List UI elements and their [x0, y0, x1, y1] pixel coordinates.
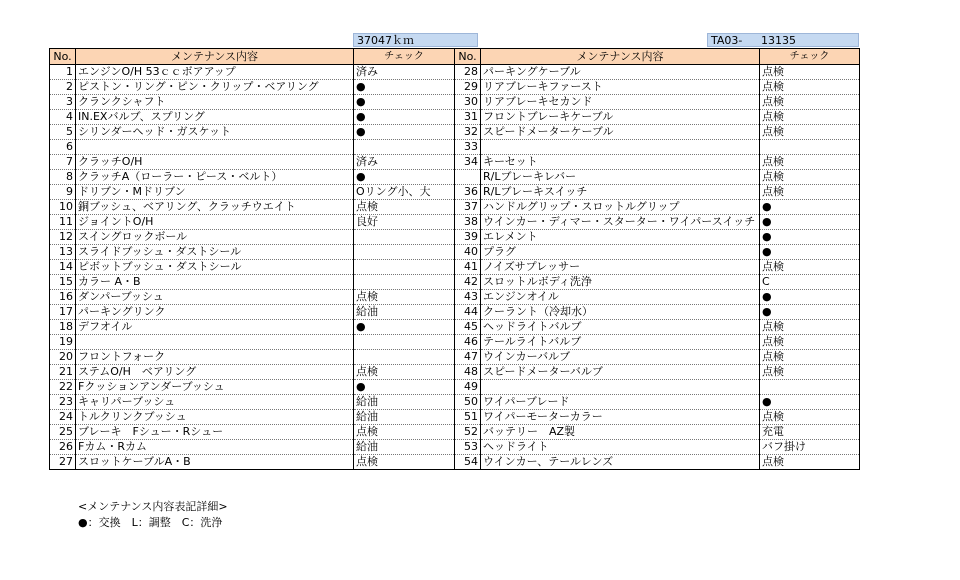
row-item-left: Fカム・Rカム: [76, 440, 354, 455]
row-check-left: [354, 275, 455, 290]
row-no-right: [455, 170, 481, 185]
row-check-right: ●: [760, 305, 860, 320]
row-check-right: 点検: [760, 185, 860, 200]
row-no-right: 39: [455, 230, 481, 245]
table-row: [50, 365, 860, 380]
table-row: [50, 320, 860, 335]
row-check-right: 充電: [760, 425, 860, 440]
row-check-left: 点検: [354, 200, 455, 215]
row-item-left: クラッチO/H: [76, 155, 354, 170]
row-no-right: 28: [455, 65, 481, 80]
row-item-right: R/Lブレーキスイッチ: [481, 185, 760, 200]
row-item-left: ピボットブッシュ・ダストシール: [76, 260, 354, 275]
row-check-right: ●: [760, 230, 860, 245]
row-check-left: [354, 335, 455, 350]
row-item-right: ウインカー、テールレンズ: [481, 455, 760, 470]
table-row: [50, 125, 860, 140]
row-item-left: エンジンO/H 53ｃｃボアアップ: [76, 65, 354, 80]
row-check-right: 点検: [760, 455, 860, 470]
row-item-right: スピードメーターケーブル: [481, 125, 760, 140]
row-no-left: 25: [50, 425, 76, 440]
row-item-right: ハンドルグリップ・スロットルグリップ: [481, 200, 760, 215]
row-check-left: ●: [354, 95, 455, 110]
row-item-right: クーラント（冷却水）: [481, 305, 760, 320]
row-no-left: 15: [50, 275, 76, 290]
row-item-right: ワイパーモーターカラー: [481, 410, 760, 425]
row-item-right: スロットルボディ洗浄: [481, 275, 760, 290]
row-check-left: [354, 230, 455, 245]
row-check-right: 点検: [760, 350, 860, 365]
row-item-left: [76, 335, 354, 350]
table-row: [50, 80, 860, 95]
table-row: [50, 350, 860, 365]
table-row: [50, 170, 860, 185]
row-check-right: ●: [760, 245, 860, 260]
table-header-row: [50, 49, 860, 65]
row-no-right: 43: [455, 290, 481, 305]
row-item-right: [481, 140, 760, 155]
row-item-right: [481, 380, 760, 395]
row-no-right: 44: [455, 305, 481, 320]
header-content-right: メンテナンス内容: [481, 49, 760, 65]
mileage-cell: 37047ｋｍ: [353, 33, 478, 47]
row-no-right: 50: [455, 395, 481, 410]
row-item-left: [76, 140, 354, 155]
row-item-left: スロットケーブルA・B: [76, 455, 354, 470]
row-no-left: 1: [50, 65, 76, 80]
row-check-right: [760, 380, 860, 395]
row-check-right: ●: [760, 215, 860, 230]
row-no-right: 30: [455, 95, 481, 110]
row-no-right: 36: [455, 185, 481, 200]
row-check-left: 給油: [354, 305, 455, 320]
row-no-left: 5: [50, 125, 76, 140]
table-row: [50, 455, 860, 470]
row-no-right: 40: [455, 245, 481, 260]
notes-legend: ●：交換 L：調整 C：洗浄: [78, 516, 223, 529]
row-check-right: 点検: [760, 80, 860, 95]
row-check-right: 点検: [760, 125, 860, 140]
row-check-left: ●: [354, 125, 455, 140]
row-check-right: 点検: [760, 65, 860, 80]
row-check-right: 点検: [760, 335, 860, 350]
table-row: [50, 380, 860, 395]
row-item-right: ヘッドライト: [481, 440, 760, 455]
row-no-right: 32: [455, 125, 481, 140]
row-check-left: [354, 260, 455, 275]
row-no-left: 7: [50, 155, 76, 170]
table-row: [50, 200, 860, 215]
row-check-left: ●: [354, 320, 455, 335]
row-no-right: 49: [455, 380, 481, 395]
row-item-left: ブレーキ Fシュー・Rシュー: [76, 425, 354, 440]
row-item-right: フロントブレーキケーブル: [481, 110, 760, 125]
model-number: 13135: [761, 34, 796, 47]
row-item-right: スピードメーターバルブ: [481, 365, 760, 380]
row-item-right: ヘッドライトバルブ: [481, 320, 760, 335]
row-item-right: エレメント: [481, 230, 760, 245]
row-no-left: 17: [50, 305, 76, 320]
row-no-left: 23: [50, 395, 76, 410]
row-check-right: 点検: [760, 95, 860, 110]
row-item-left: フロントフォーク: [76, 350, 354, 365]
header-check-right: チェック: [760, 49, 860, 65]
table-row: [50, 440, 860, 455]
row-no-right: 41: [455, 260, 481, 275]
table-row: [50, 410, 860, 425]
row-item-right: リアブレーキファースト: [481, 80, 760, 95]
row-item-left: IN.EXバルブ、スプリング: [76, 110, 354, 125]
row-no-left: 14: [50, 260, 76, 275]
row-item-right: キーセット: [481, 155, 760, 170]
row-item-right: リアブレーキセカンド: [481, 95, 760, 110]
row-check-right: 点検: [760, 155, 860, 170]
table-row: [50, 425, 860, 440]
header-content-left: メンテナンス内容: [76, 49, 354, 65]
row-item-right: R/Lブレーキレバー: [481, 170, 760, 185]
row-item-right: ノイズサプレッサー: [481, 260, 760, 275]
row-item-left: ピストン・リング・ピン・クリップ・ベアリング: [76, 80, 354, 95]
row-no-left: 16: [50, 290, 76, 305]
row-no-left: 6: [50, 140, 76, 155]
row-check-right: 点検: [760, 260, 860, 275]
table-row: [50, 65, 860, 80]
row-item-left: ドリブン・Mドリブン: [76, 185, 354, 200]
row-no-right: 33: [455, 140, 481, 155]
row-check-right: [760, 140, 860, 155]
header-check-left: チェック: [354, 49, 455, 65]
row-check-left: [354, 245, 455, 260]
table-row: [50, 260, 860, 275]
row-no-left: 13: [50, 245, 76, 260]
row-check-left: 給油: [354, 395, 455, 410]
row-check-right: 点検: [760, 170, 860, 185]
row-item-left: ダンパーブッシュ: [76, 290, 354, 305]
table-row: [50, 290, 860, 305]
table-row: [50, 395, 860, 410]
row-no-left: 21: [50, 365, 76, 380]
row-check-left: ●: [354, 170, 455, 185]
row-item-left: デフオイル: [76, 320, 354, 335]
row-no-left: 24: [50, 410, 76, 425]
row-item-right: ウインカー・ディマー・スターター・ワイパースイッチ: [481, 215, 760, 230]
row-item-left: スライドブッシュ・ダストシール: [76, 245, 354, 260]
row-check-left: 良好: [354, 215, 455, 230]
row-no-left: 9: [50, 185, 76, 200]
header-no-left: No.: [50, 49, 76, 65]
row-item-left: Fクッションアンダーブッシュ: [76, 380, 354, 395]
header-no-right: No.: [455, 49, 481, 65]
row-check-left: 点検: [354, 365, 455, 380]
model-prefix: TA03-: [711, 34, 743, 47]
row-item-left: キャリパーブッシュ: [76, 395, 354, 410]
row-item-right: テールライトバルブ: [481, 335, 760, 350]
row-item-right: エンジンオイル: [481, 290, 760, 305]
row-no-left: 27: [50, 455, 76, 470]
table-row: [50, 185, 860, 200]
row-item-right: ウインカーバルブ: [481, 350, 760, 365]
row-no-left: 20: [50, 350, 76, 365]
row-check-left: Oリング小、大: [354, 185, 455, 200]
row-item-left: スイングロックボール: [76, 230, 354, 245]
row-no-right: 45: [455, 320, 481, 335]
row-item-right: ワイパーブレード: [481, 395, 760, 410]
row-item-left: ステムO/H ベアリング: [76, 365, 354, 380]
row-item-left: シリンダーヘッド・ガスケット: [76, 125, 354, 140]
row-item-left: ジョイントO/H: [76, 215, 354, 230]
row-item-right: パーキングケーブル: [481, 65, 760, 80]
row-check-left: 済み: [354, 65, 455, 80]
row-check-left: 点検: [354, 455, 455, 470]
row-check-left: [354, 350, 455, 365]
table-row: [50, 230, 860, 245]
row-no-left: 11: [50, 215, 76, 230]
row-no-right: 38: [455, 215, 481, 230]
row-item-left: パーキングリンク: [76, 305, 354, 320]
row-no-right: 34: [455, 155, 481, 170]
row-item-left: 銅ブッシュ、ベアリング、クラッチウエイト: [76, 200, 354, 215]
row-check-left: 済み: [354, 155, 455, 170]
table-row: [50, 110, 860, 125]
model-cell: [707, 33, 859, 47]
row-no-left: 22: [50, 380, 76, 395]
maintenance-table: [49, 48, 860, 470]
row-check-right: 点検: [760, 365, 860, 380]
row-check-left: ●: [354, 80, 455, 95]
table-row: [50, 305, 860, 320]
row-check-right: 点検: [760, 110, 860, 125]
row-no-left: 12: [50, 230, 76, 245]
row-no-left: 3: [50, 95, 76, 110]
table-body: [50, 65, 860, 470]
row-no-right: 42: [455, 275, 481, 290]
row-check-left: ●: [354, 380, 455, 395]
row-check-left: ●: [354, 110, 455, 125]
table-row: [50, 275, 860, 290]
row-item-left: クラッチA（ローラー・ピース・ベルト）: [76, 170, 354, 185]
row-check-right: ●: [760, 200, 860, 215]
row-no-left: 2: [50, 80, 76, 95]
table-row: [50, 155, 860, 170]
row-item-right: プラグ: [481, 245, 760, 260]
row-no-left: 19: [50, 335, 76, 350]
row-item-left: トルクリンクブッシュ: [76, 410, 354, 425]
row-check-left: 給油: [354, 410, 455, 425]
row-check-right: 点検: [760, 320, 860, 335]
row-no-right: 48: [455, 365, 481, 380]
row-no-right: 46: [455, 335, 481, 350]
notes-title: <メンテナンス内容表記詳細>: [78, 500, 228, 513]
row-no-left: 8: [50, 170, 76, 185]
row-no-left: 18: [50, 320, 76, 335]
row-check-right: ●: [760, 290, 860, 305]
row-check-right: ●: [760, 395, 860, 410]
table-row: [50, 215, 860, 230]
row-no-right: 31: [455, 110, 481, 125]
row-item-left: クランクシャフト: [76, 95, 354, 110]
row-check-right: 点検: [760, 410, 860, 425]
row-item-left: カラー A・B: [76, 275, 354, 290]
row-no-right: 53: [455, 440, 481, 455]
row-check-left: 点検: [354, 290, 455, 305]
row-check-left: 点検: [354, 425, 455, 440]
table-row: [50, 335, 860, 350]
row-no-left: 4: [50, 110, 76, 125]
row-check-right: バフ掛け: [760, 440, 860, 455]
row-no-right: 47: [455, 350, 481, 365]
row-no-right: 54: [455, 455, 481, 470]
table-row: [50, 245, 860, 260]
row-check-left: 給油: [354, 440, 455, 455]
row-item-right: バッテリー AZ製: [481, 425, 760, 440]
row-check-left: [354, 140, 455, 155]
table-row: [50, 140, 860, 155]
row-no-left: 10: [50, 200, 76, 215]
row-no-right: 37: [455, 200, 481, 215]
row-no-right: 52: [455, 425, 481, 440]
table-row: [50, 95, 860, 110]
row-no-right: 29: [455, 80, 481, 95]
row-no-right: 51: [455, 410, 481, 425]
row-no-left: 26: [50, 440, 76, 455]
row-check-right: C: [760, 275, 860, 290]
